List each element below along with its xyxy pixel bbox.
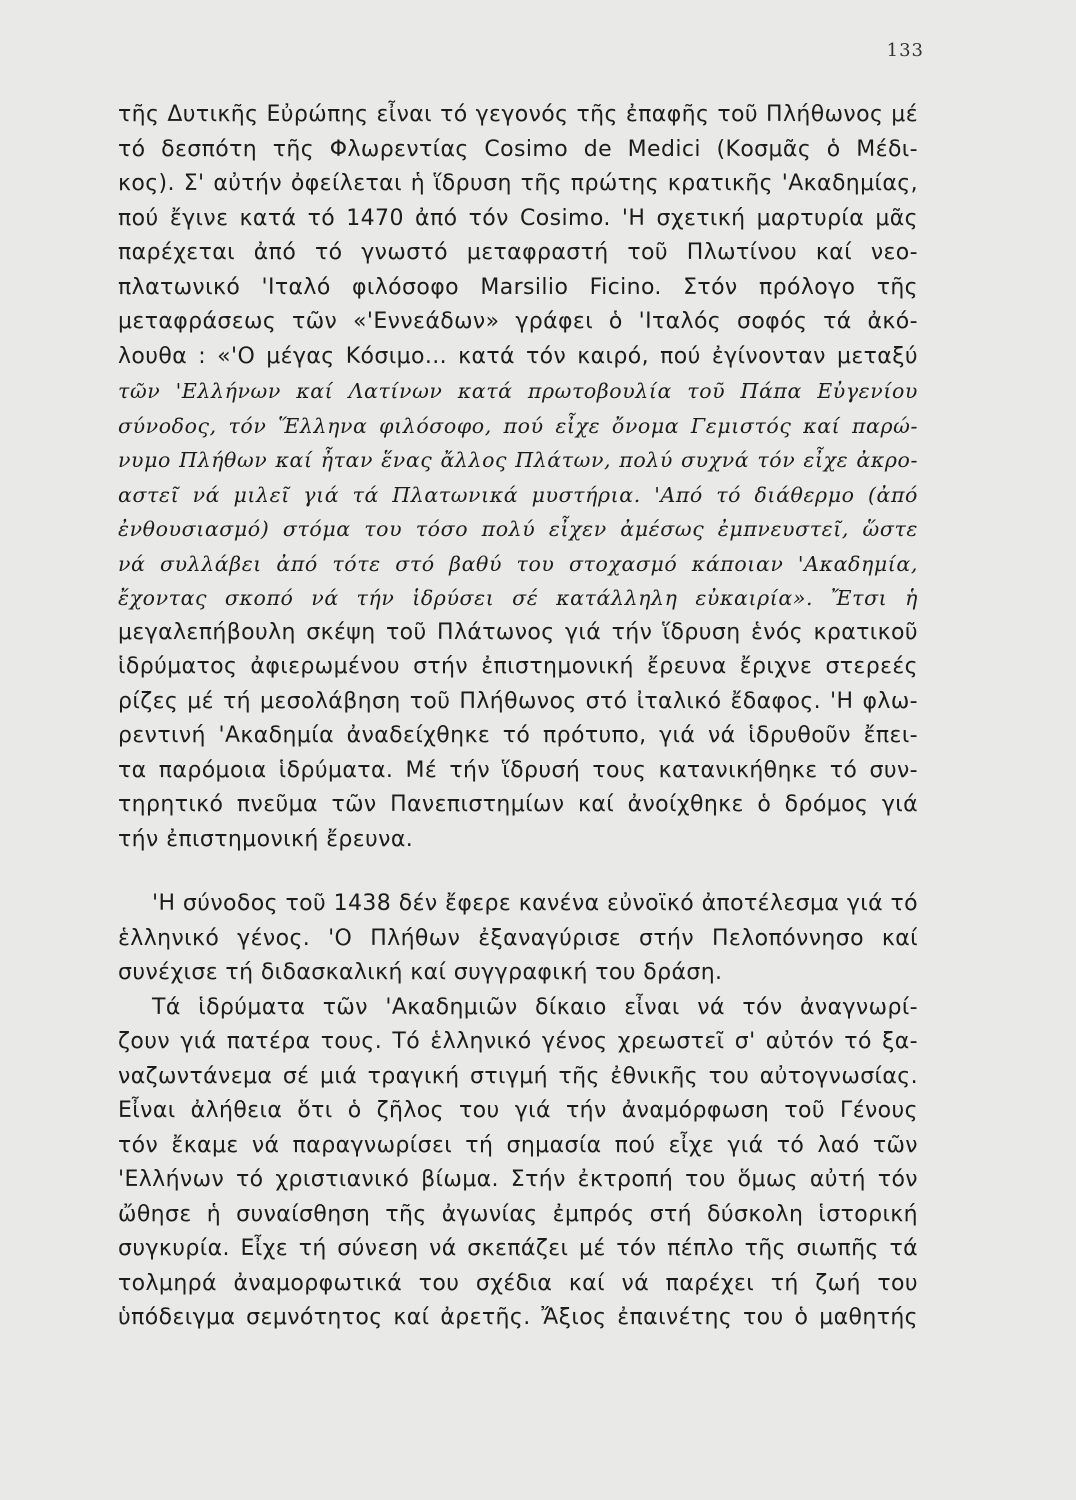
body-text <box>118 98 918 1336</box>
text-line: τό δεσπότη τῆς Φλωρεντίας Cosimo de Medici (Κοσμᾶς ὁ Μέδι- <box>118 136 918 162</box>
text-line: μεταφράσεως τῶν «'Εννεάδων» γράφει ὁ 'Ιταλός σοφός τά ἀκό- <box>118 309 918 334</box>
text-line: ἱδρύματος ἀφιερωμένου στήν ἐπιστημονική ἔρευνα ἔριχνε στερεές <box>118 654 918 679</box>
text-line: Εἶναι ἀλήθεια ὅτι ὁ ζῆλος του γιά τήν ἀναμόρφωση τοῦ Γένους <box>118 1098 918 1123</box>
text-line: 'Ελλήνων τό χριστιανικό βίωμα. Στήν ἐκτροπή του ὅμως αὐτή τόν <box>118 1167 918 1192</box>
text-line: πού ἔγινε κατά τό 1470 ἀπό τόν Cosimo. 'Η σχετική μαρτυρία μᾶς <box>118 205 918 231</box>
quote-line: αστεῖ νά μιλεῖ γιά τά Πλατωνικά μυστήρια. 'Από τό διάθερμο (ἀπό <box>118 482 918 507</box>
text-line: ἑλληνικό γένος. 'Ο Πλήθων ἐξαναγύρισε στήν Πελοπόννησο καί <box>118 925 918 951</box>
text-line: 'Η σύνοδος τοῦ 1438 δέν ἔφερε κανένα εὐνοϊκό ἀποτέλεσμα γιά τό <box>152 891 918 916</box>
text-line: Τά ἱδρύματα τῶν 'Ακαδημιῶν δίκαιο εἶναι νά τόν ἀναγνωρί- <box>152 994 918 1020</box>
text-line: ρεντινή 'Ακαδημία ἀναδείχθηκε τό πρότυπο, γιά νά ἱδρυθοῦν ἔπει- <box>118 723 918 748</box>
text-line: τηρητικό πνεῦμα τῶν Πανεπιστημίων καί ἀνοίχθηκε ὁ δρόμος γιά <box>118 792 918 817</box>
text-line: ναζωντάνεμα σέ μιά τραγική στιγμή τῆς ἐθνικῆς του αὐτογνωσίας. <box>118 1063 918 1089</box>
quote-line: ἔχοντας σκοπό νά τήν ἱδρύσει σέ κατάλληλη εὐκαιρία». Ἔτσι ἡ <box>118 586 918 610</box>
paragraph-3 <box>118 991 918 1336</box>
paragraph-1-end <box>118 616 918 858</box>
page-number: 133 <box>886 40 924 61</box>
text-line: τήν ἐπιστημονική ἔρευνα. <box>118 826 414 852</box>
quote-line: τῶν 'Ελλήνων καί Λατίνων κατά πρωτοβουλία τοῦ Πάπα Εὐγενίου <box>118 379 918 403</box>
paragraph-2 <box>118 887 918 991</box>
text-line: τολμηρά ἀναμορφωτικά του σχέδια καί νά παρέχει τή ζωή του <box>118 1270 918 1296</box>
text-line: πλατωνικό 'Ιταλό φιλόσοφο Marsilio Ficino. Στόν πρόλογο τῆς <box>118 274 918 300</box>
quote-line: σύνοδος, τόν Ἕλληνα φιλόσοφο, πού εἶχε ὄνομα Γεμιστός καί παρώ- <box>118 413 918 438</box>
quote-line: νυμο Πλήθων καί ἦταν ἕνας ἄλλος Πλάτων, πολύ συχνά τόν εἶχε ἀκρο- <box>118 448 918 472</box>
text-line: παρέχεται ἀπό τό γνωστό μεταφραστή τοῦ Πλωτίνου καί νεο- <box>118 240 918 265</box>
quote-line: νά συλλάβει ἀπό τότε στό βαθύ του στοχασμό κάποιαν 'Ακαδημία, <box>118 551 918 576</box>
quote-line: ἐνθουσιασμό) στόμα του τόσο πολύ εἶχεν ἀμέσως ἐμπνευστεῖ, ὥστε <box>118 517 918 541</box>
text-line: ζουν γιά πατέρα τους. Τό ἑλληνικό γένος χρεωστεῖ σ' αὐτόν τό ξα- <box>118 1029 918 1054</box>
text-line: συνέχισε τή διδασκαλική καί συγγραφική του δράση. <box>118 960 723 985</box>
text-line: λουθα : «'Ο μέγας Κόσιμο... κατά τόν καιρό, πού ἐγίνονταν μεταξύ <box>118 343 918 369</box>
text-line: ὤθησε ἡ συναίσθηση τῆς ἀγωνίας ἐμπρός στή δύσκολη ἱστορική <box>118 1201 918 1227</box>
text-line: κος). Σ' αὐτήν ὀφείλεται ἡ ἵδρυση τῆς πρώτης κρατικῆς 'Ακαδημίας, <box>118 171 918 196</box>
text-line: συγκυρία. Εἶχε τή σύνεση νά σκεπάζει μέ τόν πέπλο τῆς σιωπῆς τά <box>118 1236 918 1261</box>
text-line: τῆς Δυτικῆς Εὐρώπης εἶναι τό γεγονός τῆς ἐπαφῆς τοῦ Πλήθωνος μέ <box>118 102 918 127</box>
text-line: ρίζες μέ τή μεσολάβηση τοῦ Πλήθωνος στό ἰταλικό ἔδαφος. 'Η φλω- <box>118 688 918 714</box>
text-line: τόν ἔκαμε νά παραγνωρίσει τή σημασία πού εἶχε γιά τό λαό τῶν <box>118 1132 918 1158</box>
text-line: τα παρόμοια ἱδρύματα. Μέ τήν ἵδρυσή τους κατανικήθηκε τό συν- <box>118 757 918 783</box>
ficino-quote <box>118 374 918 616</box>
text-line: ὑπόδειγμα σεμνότητος καί ἀρετῆς. Ἄξιος ἐπαινέτης του ὁ μαθητής <box>118 1305 918 1330</box>
text-line: μεγαλεπήβουλη σκέψη τοῦ Πλάτωνος γιά τήν ἵδρυση ἑνός κρατικοῦ <box>118 619 918 645</box>
paragraph-1 <box>118 98 918 374</box>
